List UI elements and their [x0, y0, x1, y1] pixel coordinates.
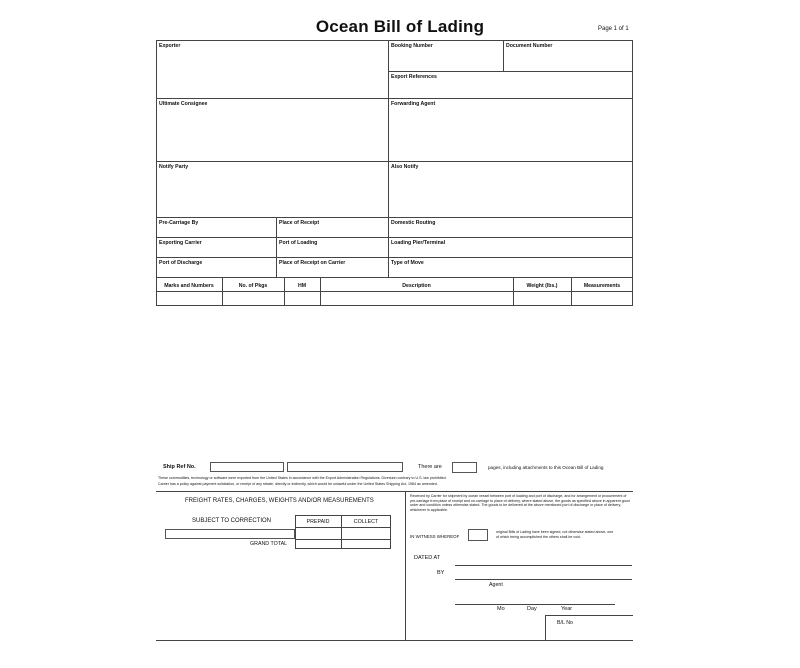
notify-party-label: Notify Party	[159, 164, 189, 170]
ultimate-consignee-label: Ultimate Consignee	[159, 101, 208, 107]
footer-divider	[405, 491, 406, 640]
port-of-loading-label: Port of Loading	[279, 240, 318, 246]
column-header-marks: Marks and Numbers	[164, 283, 214, 289]
loading-pier-field[interactable]	[388, 237, 633, 257]
page-number: Page 1 of 1	[598, 26, 629, 32]
collect-label: COLLECT	[353, 519, 379, 525]
original-text: original Bills of Lading have been signed, not otherwise stated above, one of which being accomplished the others shall be void.	[496, 530, 614, 539]
ship-ref-input-2[interactable]	[287, 462, 403, 472]
ship-ref-label: Ship Ref No.	[163, 464, 196, 470]
month-label: Mo	[497, 606, 505, 612]
divider	[156, 277, 633, 278]
notify-party-field[interactable]	[156, 161, 388, 217]
dated-at-line[interactable]	[455, 565, 632, 566]
divider	[295, 539, 391, 540]
port-of-loading-field[interactable]	[276, 237, 388, 257]
forwarding-agent-label: Forwarding Agent	[391, 101, 436, 107]
footer-divider	[156, 491, 633, 492]
rebate-notice: Carrier has a policy against payment solicitation, or receipt of any rebate, directly or indirectly, which would be unlawful under the United States Shipping Act, 1984 as amended.	[158, 482, 438, 486]
type-of-move-label: Type of Move	[391, 260, 424, 266]
date-line[interactable]	[455, 604, 615, 605]
also-notify-label: Also Notify	[391, 164, 419, 170]
port-of-discharge-field[interactable]	[156, 257, 276, 277]
divider	[571, 277, 572, 306]
signature-line[interactable]	[455, 579, 632, 580]
grand-total-label: GRAND TOTAL	[250, 541, 288, 547]
exporting-carrier-label: Exporting Carrier	[159, 240, 202, 246]
received-text: Received by Carrier for shipment by ocean vessel between port of loading and port of discharge, and for arrangement or procurement of pre-carriage from place of receipt and on-carriage to place of delivery, where stated above, the goods as specified above in apparent good order and condition unless otherwise stated. The goods to be delivered at the above mentioned port of discharge or place of delivery, whichever is applicable.	[410, 494, 630, 512]
document-title: Ocean Bill of Lading	[315, 17, 485, 36]
place-receipt-carrier-field[interactable]	[276, 257, 388, 277]
by-label: BY	[437, 570, 445, 576]
pre-carriage-field[interactable]	[156, 217, 276, 237]
divider	[320, 277, 321, 306]
divider	[156, 291, 633, 292]
pages-text: pages, including attachments to this Ocean Bill of Lading	[488, 465, 604, 470]
ultimate-consignee-field[interactable]	[156, 98, 388, 161]
column-header-measurements: Measurements	[583, 283, 621, 289]
export-notice: These commodities, technology or software were exported from the United States in accordance with the Export Administration Regulations. Diversion contrary to U.S. law prohibited.	[158, 476, 447, 480]
divider	[295, 527, 391, 528]
export-references-label: Export References	[391, 74, 437, 80]
column-header-description: Description	[402, 283, 431, 289]
subject-to-correction: SUBJECT TO CORRECTION	[192, 518, 272, 524]
exporter-field[interactable]	[156, 40, 388, 98]
type-of-move-field[interactable]	[388, 257, 633, 277]
forwarding-agent-field[interactable]	[388, 98, 633, 161]
divider	[284, 277, 285, 306]
divider	[545, 615, 633, 616]
in-witness-label: IN WITNESS WHEREOF	[410, 534, 460, 539]
booking-number-label: Booking Number	[391, 43, 433, 49]
port-of-discharge-label: Port of Discharge	[159, 260, 203, 266]
column-header-weight: Weight (lbs.)	[526, 283, 558, 289]
place-of-receipt-label: Place of Receipt	[279, 220, 320, 226]
document-number-field[interactable]	[503, 40, 633, 71]
divider	[513, 277, 514, 306]
column-header-hm: HM	[297, 283, 307, 289]
divider	[222, 277, 223, 306]
booking-number-field[interactable]	[388, 40, 503, 71]
column-header-pkgs: No. of Pkgs	[238, 283, 268, 289]
domestic-routing-label: Domestic Routing	[391, 220, 436, 226]
place-receipt-carrier-label: Place of Receipt on Carrier	[279, 260, 346, 266]
pages-count-input[interactable]	[452, 462, 477, 473]
day-label: Day	[527, 606, 537, 612]
pre-carriage-label: Pre-Carriage By	[159, 220, 199, 226]
exporter-label: Exporter	[159, 43, 181, 49]
charges-input[interactable]	[165, 529, 295, 539]
exporting-carrier-field[interactable]	[156, 237, 276, 257]
year-label: Year	[561, 606, 573, 612]
document-number-label: Document Number	[506, 43, 553, 49]
place-of-receipt-field[interactable]	[276, 217, 388, 237]
bl-no-label: B/L No	[557, 620, 573, 626]
export-references-field[interactable]	[388, 71, 633, 98]
also-notify-field[interactable]	[388, 161, 633, 217]
ship-ref-input-1[interactable]	[210, 462, 284, 472]
divider	[545, 615, 546, 640]
freight-heading: FREIGHT RATES, CHARGES, WEIGHTS AND/OR MEASUREMENTS	[185, 498, 374, 504]
domestic-routing-field[interactable]	[388, 217, 633, 237]
dated-at-label: DATED AT	[414, 555, 441, 561]
original-count-input[interactable]	[468, 529, 488, 541]
there-are-label: There are	[418, 464, 442, 470]
loading-pier-label: Loading Pier/Terminal	[391, 240, 446, 246]
prepaid-label: PREPAID	[306, 519, 330, 525]
agent-label: Agent	[489, 582, 503, 588]
footer-divider	[156, 640, 633, 641]
